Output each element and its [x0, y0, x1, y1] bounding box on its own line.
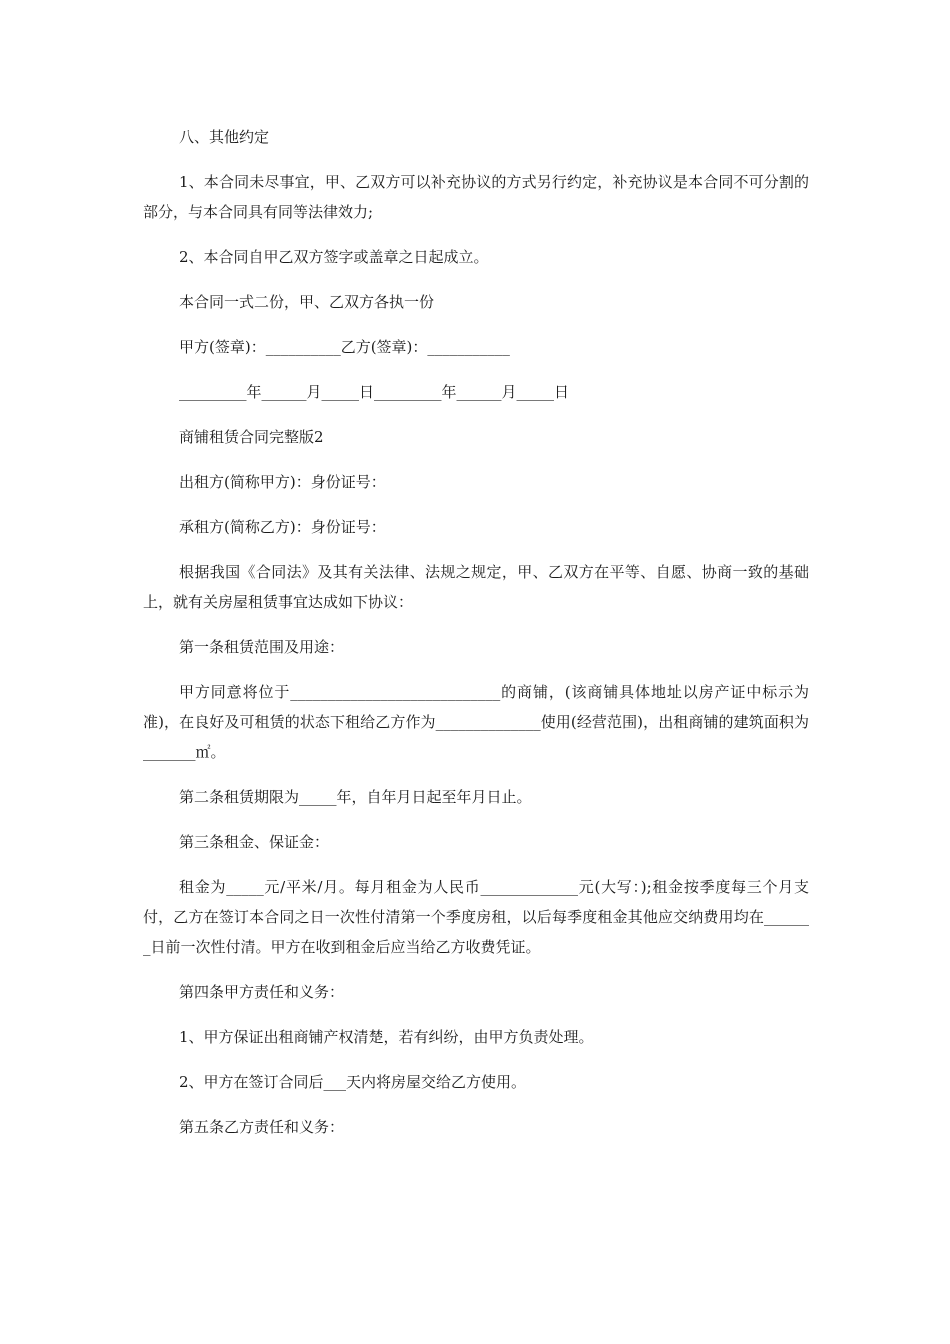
article-4-item-2: 2、甲方在签订合同后___天内将房屋交给乙方使用。 [179, 1073, 527, 1091]
signature-line: 甲方(签章)：__________乙方(签章)：___________ [179, 338, 510, 356]
article-1-heading: 第一条租赁范围及用途： [179, 638, 345, 656]
lessor-line: 出租方(简称甲方)：身份证号： [179, 473, 386, 491]
article-3-body: 租金为_____元/平米/月。每月租金为人民币_____________元(大写：);租金按季度每三个月支付，乙方在签订本合同之日一次性付清第一个季度房租，以后每季度租金其他应交纳费用均在_______日前一次性付清。甲方在收到租金后应当给乙方收费凭证。 [143, 878, 809, 956]
article-3-heading: 第三条租金、保证金： [179, 833, 330, 851]
article-2-lease-term: 第二条租赁期限为_____年，自年月日起至年月日止。 [179, 788, 532, 806]
copies-statement: 本合同一式二份，甲、乙双方各执一份 [179, 293, 435, 311]
clause-supplementary-agreement: 1、本合同未尽事宜，甲、乙双方可以补充协议的方式另行约定，补充协议是本合同不可分割的部分，与本合同具有同等法律效力; [143, 173, 809, 221]
section-heading-other-terms: 八、其他约定 [179, 128, 270, 146]
preamble: 根据我国《合同法》及其有关法律、法规之规定，甲、乙双方在平等、自愿、协商一致的基础上，就有关房屋租赁事宜达成如下协议： [143, 563, 809, 611]
article-4-heading: 第四条甲方责任和义务： [179, 983, 345, 1001]
article-5-heading: 第五条乙方责任和义务： [179, 1118, 345, 1136]
document-body [143, 122, 809, 1157]
contract-title: 商铺租赁合同完整版2 [179, 428, 324, 446]
clause-effective-date: 2、本合同自甲乙双方签字或盖章之日起成立。 [179, 248, 489, 266]
article-1-body: 甲方同意将位于____________________________的商铺，(该商铺具体地址以房产证中标示为准)，在良好及可租赁的状态下租给乙方作为______________使用(经营范围)，出租商铺的建筑面积为_______㎡。 [143, 683, 809, 761]
date-line: _________年______月_____日_________年______月_____日 [179, 383, 570, 401]
article-4-item-1: 1、甲方保证出租商铺产权清楚，若有纠纷，由甲方负责处理。 [179, 1028, 594, 1046]
lessee-line: 承租方(简称乙方)：身份证号： [179, 518, 386, 536]
